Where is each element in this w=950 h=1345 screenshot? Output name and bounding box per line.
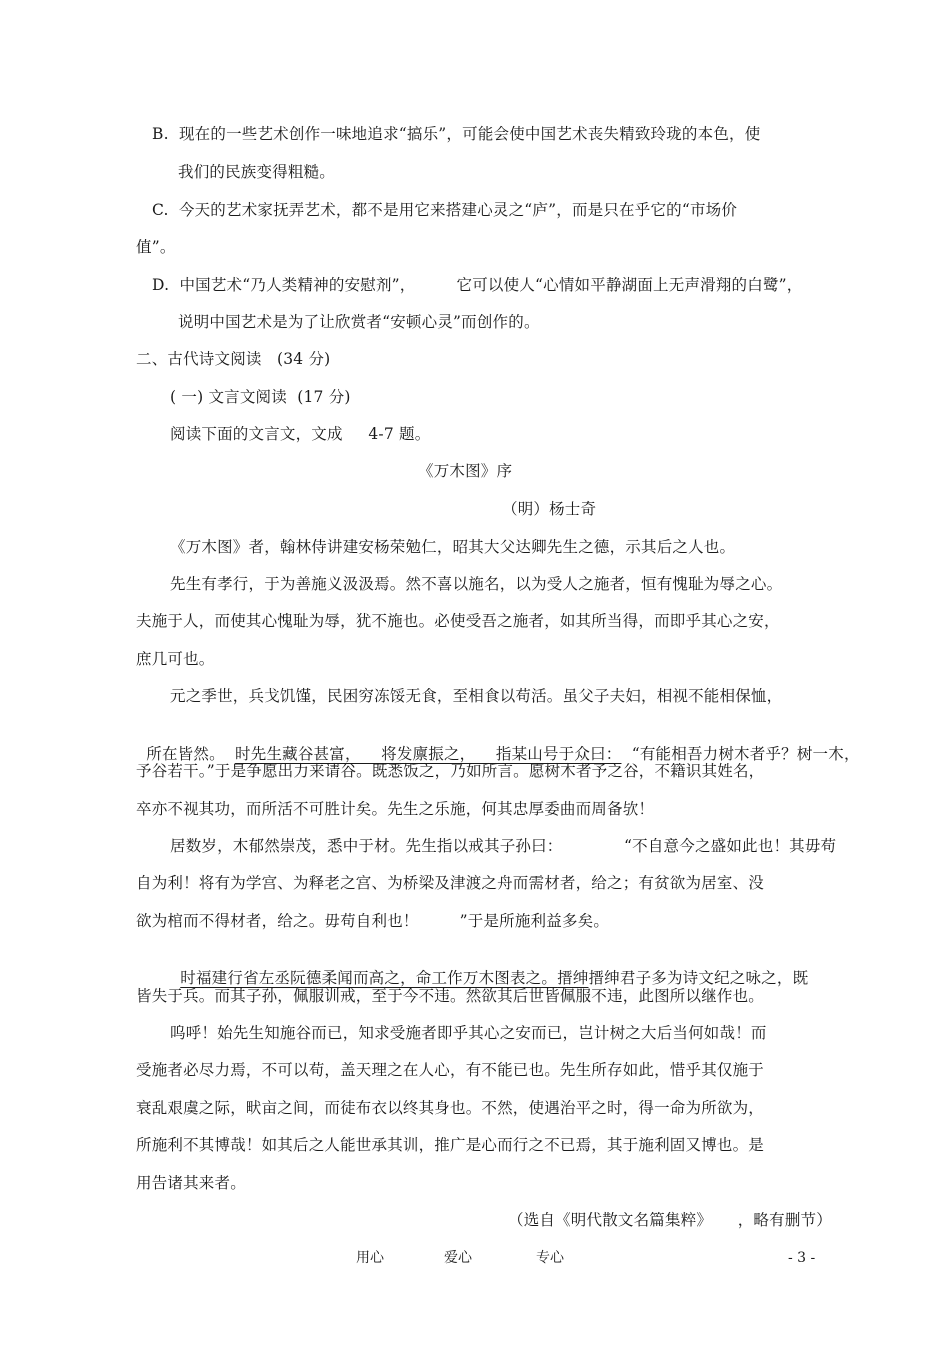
footer-motto-3: 专心 [536,1250,564,1266]
passage-line: 先生有孝行，于为善施义汲汲焉。然不喜以施名，以为受人之施者，恒有愧耻为辱之心。 [170,575,783,593]
question-option-d-line1: D. 中国艺术“乃人类精神的安慰剂”， 它可以使人“心情如平静湖面上无声滑翔的白鹭”， [152,276,803,294]
passage-text: 搢绅君子多为诗文纪之咏之，既 [588,969,809,987]
question-option-c-line1: C. 今天的艺术家抚弄艺术，都不是用它来搭建心灵之“庐”，而是只在乎它的“市场价 [152,201,738,219]
passage-line: 用告诸其来者。 [136,1174,246,1192]
page-number: - 3 - [788,1250,816,1266]
passage-line: 夫施于人，而使其心愧耻为辱，犹不施也。必使受吾之施者，如其所当得，而即乎其心之安， [136,612,780,630]
underlined-phrase: 搢绅 [557,969,589,987]
passage-line: 居数岁，木郁然崇茂，悉中于材。先生指以戒其子孙曰： “不自意今之盛如此也！其毋苟 [170,837,837,855]
passage-line: 《万木图》者，翰林侍讲建安杨荣勉仁，昭其大父达卿先生之德，示其后之人也。 [170,538,736,556]
passage-line: 予谷若干。”于是争愿出力来请谷。既悉饭之，乃如所言。愿树木者予之谷，不籍识其姓名， [136,762,765,780]
passage-line: 元之季世，兵戈饥馑，民困穷冻馁无食，至相食以苟活。虽父子夫妇，相视不能相保恤， [170,687,783,705]
passage-line: 庶几可也。 [136,650,215,668]
passage-line: 自为利！将有为学宫、为释老之宫、为桥梁及津渡之舟而需材者，给之；有贫欲为居室、没 [136,874,765,892]
footer-motto-1: 用心 [356,1250,384,1266]
passage-line [136,724,860,764]
passage-text: 所在皆然。 [146,745,225,763]
question-option-d-line2: 说明中国艺术是为了让欣赏者“安顿心灵”而创作的。 [178,313,540,331]
underlined-sentence: 时先生藏谷甚富， 将发廪振之， 指某山号于众曰： [235,745,622,763]
passage-author: （明）杨士奇 [502,500,597,518]
passage-title: 《万木图》序 [418,462,513,480]
passage-line [170,948,808,988]
section-heading: 二、古代诗文阅读 (34 分) [136,350,331,368]
question-option-c-line2: 值”。 [136,238,176,256]
passage-line: 受施者必尽力焉，不可以苟，盖天理之在人心，有不能已也。先生所存如此，惜乎其仅施于 [136,1061,765,1079]
passage-line: 皆失于兵。而其子孙，佩服训戒，至于今不违。然欲其后世皆佩服不违，此图所以继作也。 [136,987,765,1005]
subsection-heading: ( 一) 文言文阅读 (17 分) [170,388,351,406]
passage-line: 卒亦不视其功，而所活不可胜计矣。先生之乐施，何其忠厚委曲而周备欤！ [136,800,655,818]
footer-motto-2: 爱心 [444,1250,472,1266]
passage-line: 欲为棺而不得材者，给之。毋苟自利也！ ”于是所施利益多矣。 [136,912,610,930]
passage-line: 所施利不其博哉！如其后之人能世承其训，推广是心而行之不已焉，其于施利固又博也。是 [136,1136,765,1154]
passage-text: “有能相吾力树木者乎？树一木， [631,745,860,763]
reading-instruction: 阅读下面的文言文，文成 4-7 题。 [170,425,431,443]
passage-line: 呜呼！始先生知施谷而已，知求受施者即乎其心之安而已，岂计树之大后当何如哉！而 [170,1024,767,1042]
question-option-b-line2: 我们的民族变得粗糙。 [178,163,336,181]
question-option-b-line1: B. 现在的一些艺术创作一味地追求“搞乐”，可能会使中国艺术丧失精致玲珑的本色，使 [152,125,761,143]
passage-source: （选自《明代散文名篇集粹》 ，略有删节） [508,1211,832,1229]
underlined-sentence: 时福建行省左丞阮德柔闻而高之，命工作万木图表之。 [180,969,558,987]
passage-line: 衰乱艰虞之际，畎亩之间，而徒布衣以终其身也。不然，使遇治平之时，得一命为所欲为， [136,1099,765,1117]
